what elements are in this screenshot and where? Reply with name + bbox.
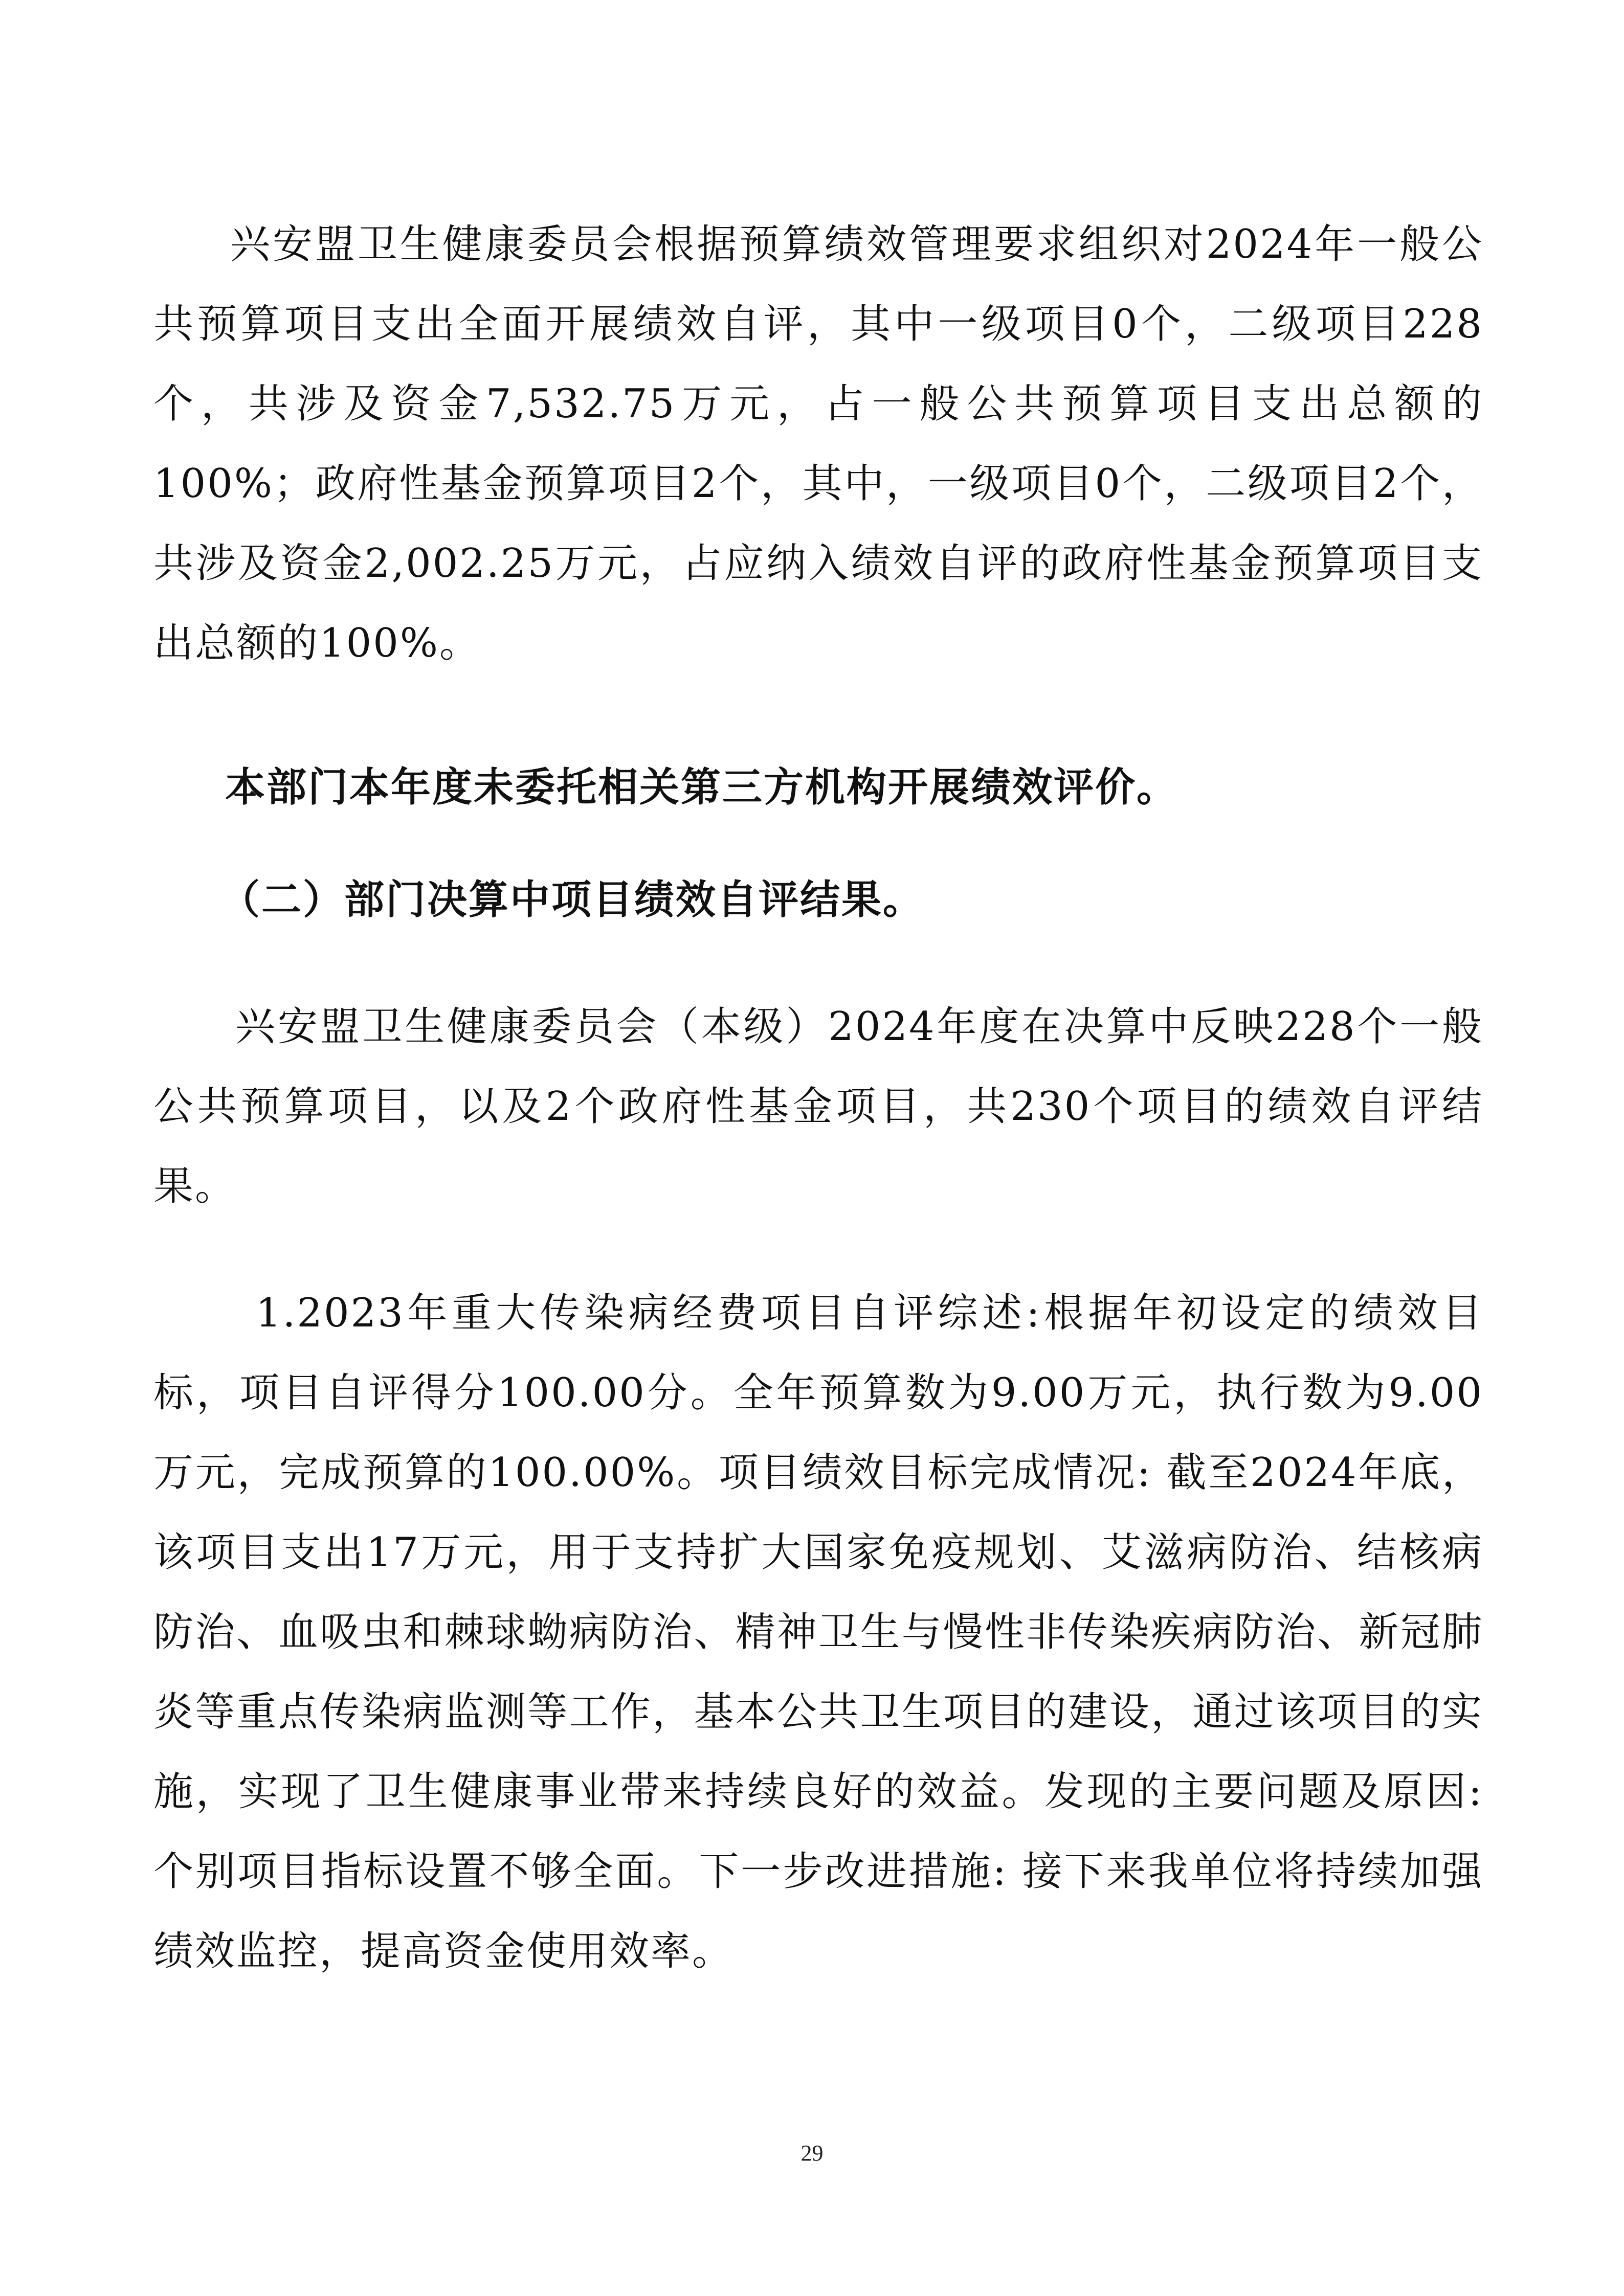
section-heading-results: （二）部门决算中项目绩效自评结果。 bbox=[220, 877, 925, 923]
paragraph-third-party-statement: 本部门本年度未委托相关第三方机构开展绩效评价。 bbox=[225, 764, 1178, 811]
paragraph-results-summary: 兴安盟卫生健康委员会（本级）2024年度在决算中反映228个一般公共预算项目，以及2个政府性基金项目，共230个项目的绩效自评结果。 bbox=[153, 1004, 1483, 1209]
paragraph-self-evaluation-overview: 兴安盟卫生健康委员会根据预算绩效管理要求组织对2024年一般公共预算项目支出全面开展绩效自评，其中一级项目0个，二级项目228个，共涉及资金7,532.75万元，占一般公共预算项目支出总额的100%；政府性基金预算项目2个，其中，一级项目0个，二级项目2个，共涉及资金2,002.25万元，占应纳入绩效自评的政府性基金预算项目支出总额的100%。 bbox=[153, 221, 1483, 666]
page-number: 29 bbox=[800, 2141, 824, 2166]
paragraph-project-1-review: 1.2023年重大传染病经费项目自评综述:根据年初设定的绩效目标，项目自评得分100.00分。全年预算数为9.00万元，执行数为9.00万元，完成预算的100.00%。项目绩效目标完成情况: 截至2024年底，该项目支出17万元，用于支持扩大国家免疫规划、艾滋病防治、结核病防治、血吸虫和棘球蚴病防治、精神卫生与慢性非传染疾病防治、新冠肺炎等重点传染病监测等工作，基本公共卫生项目的建设，通过该项目的实施，实现了卫生健康事业带来持续良好的效益。发现的主要问题及原因: 个别项目指标设置不够全面。下一步改进措施: 接下来我单位将持续加强绩效监控，提高资金使用效率。 bbox=[153, 1290, 1483, 1974]
